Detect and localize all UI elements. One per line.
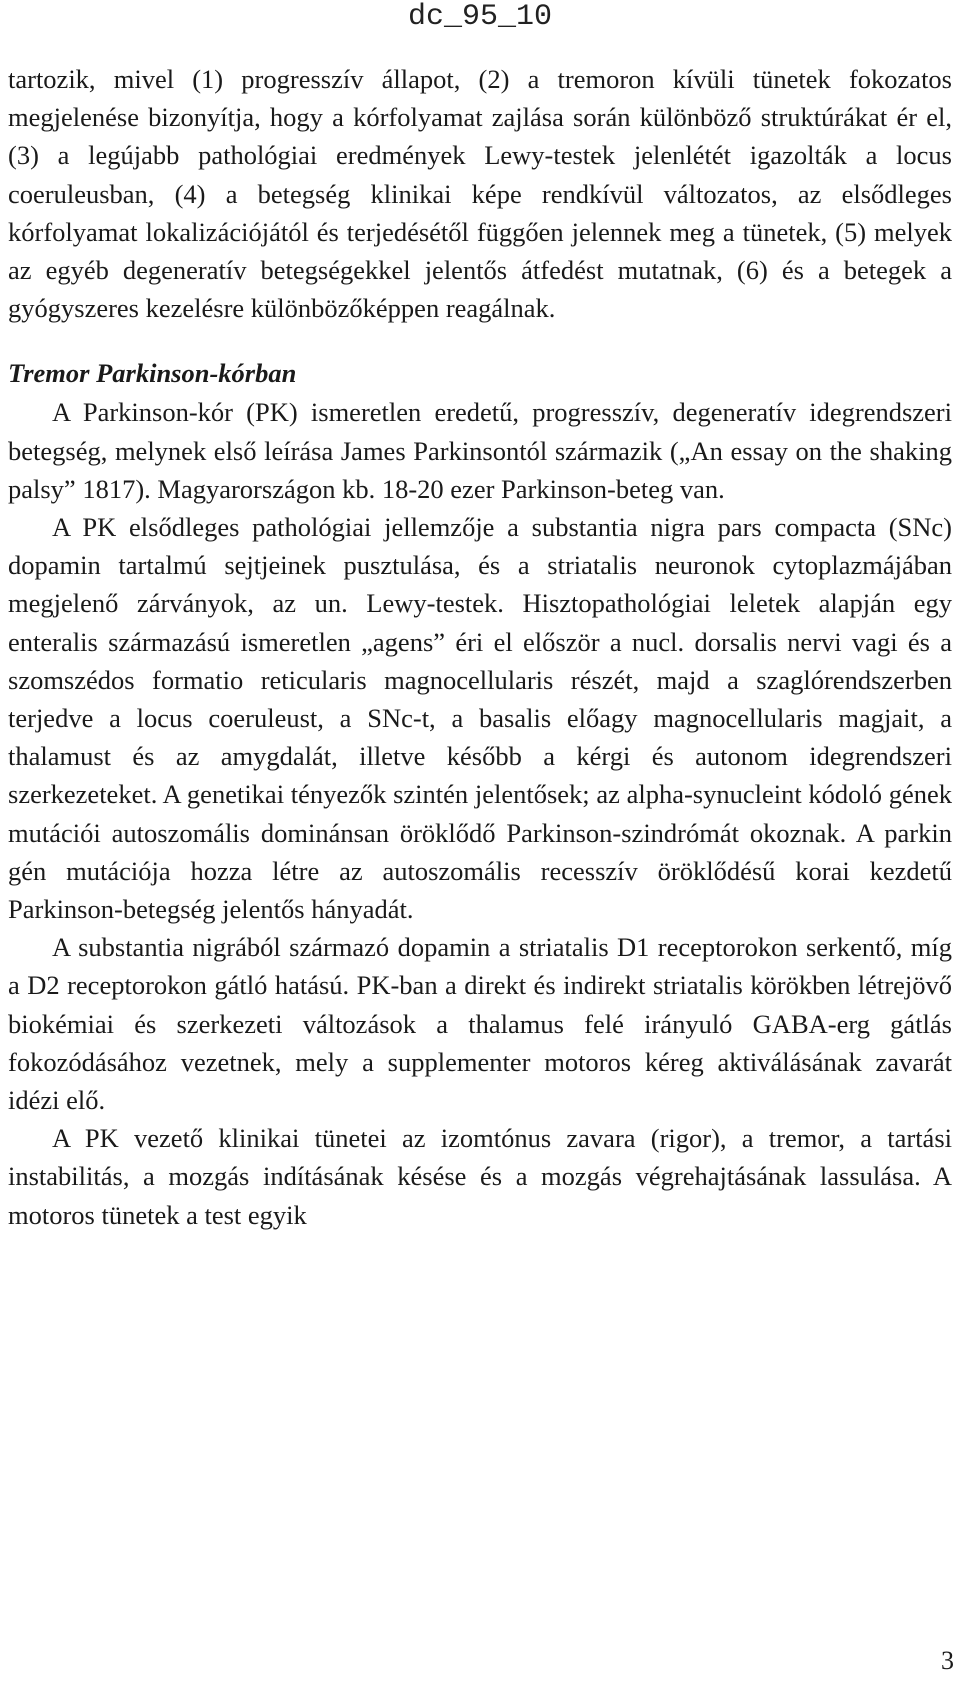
document-body xyxy=(8,60,952,1234)
document-id-header: dc_95_10 xyxy=(407,0,553,34)
paragraph-pathology: A PK elsődleges pathológiai jellemzője a substantia nigra pars compacta (SNc) dopamin tartalmú sejtjeinek pusztulása, és a striatalis neuronok cytoplazmájában megjelenő zárványok, az un. Lewy-testek. Hisztopathológiai leletek alapján egy enteralis származású ismeretlen „agens” éri el először a nucl. dorsalis nervi vagi és a szomszédos formatio reticularis magnocellularis részét, majd a szaglórendszerben terjedve a locus coeruleust, a SNc-t, a basalis előagy magnocellularis magjait, a thalamust és az amygdalát, illetve később a kérgi és autonom idegrendszeri szerkezeteket. A genetikai tényezők szintén jelentősek; az alpha-synucleint kódoló gének mutációi autoszomális dominánsan öröklődő Parkinson-szindrómát okoznak. A parkin gén mutációja hozza létre az autoszomális recesszív öröklődésű korai kezdetű Parkinson-betegség jelentős hányadát. xyxy=(8,512,952,925)
paragraph-intro: tartozik, mivel (1) progresszív állapot, (2) a tremoron kívüli tünetek fokozatos megjelenése bizonyítja, hogy a kórfolyamat zajlása során különböző struktúrákat ér el, (3) a legújabb pathológiai eredmények Lewy-testek jelenlétét igazolták a locus coeruleusban, (4) a betegség klinikai képe rendkívül változatos, az elsődleges kórfolyamat lokalizációjától és terjedésétől függően jelennek meg a tünetek, (5) melyek az egyéb degeneratív betegségekkel jelentős átfedést mutatnak, (6) és a betegek a gyógyszeres kezelésre különbözőképpen reagálnak. xyxy=(8,64,952,324)
paragraph-dopamine: A substantia nigrából származó dopamin a striatalis D1 receptorokon serkentő, míg a D2 receptorokon gátló hatású. PK-ban a direkt és indirekt striatalis körökben létrejövő biokémiai és szerkezeti változások a thalamus felé irányuló GABA-erg gátlás fokozódásához vezetnek, mely a supplementer motoros kéreg aktiválásának zavarát idézi elő. xyxy=(8,932,952,1116)
paragraph-symptoms: A PK vezető klinikai tünetei az izomtónus zavara (rigor), a tremor, a tartási instabilitás, a mozgás indításának késése és a mozgás végrehajtásának lassulása. A motoros tünetek a test egyik xyxy=(8,1123,952,1230)
section-heading: Tremor Parkinson-kórban xyxy=(8,358,297,389)
page-number: 3 xyxy=(941,1646,954,1675)
paragraph-definition: A Parkinson-kór (PK) ismeretlen eredetű, progresszív, degeneratív idegrendszeri betegség, melynek első leírása James Parkinsontól származik („An essay on the shaking palsy” 1817). Magyarországon kb. 18-20 ezer Parkinson-beteg van. xyxy=(8,397,952,504)
